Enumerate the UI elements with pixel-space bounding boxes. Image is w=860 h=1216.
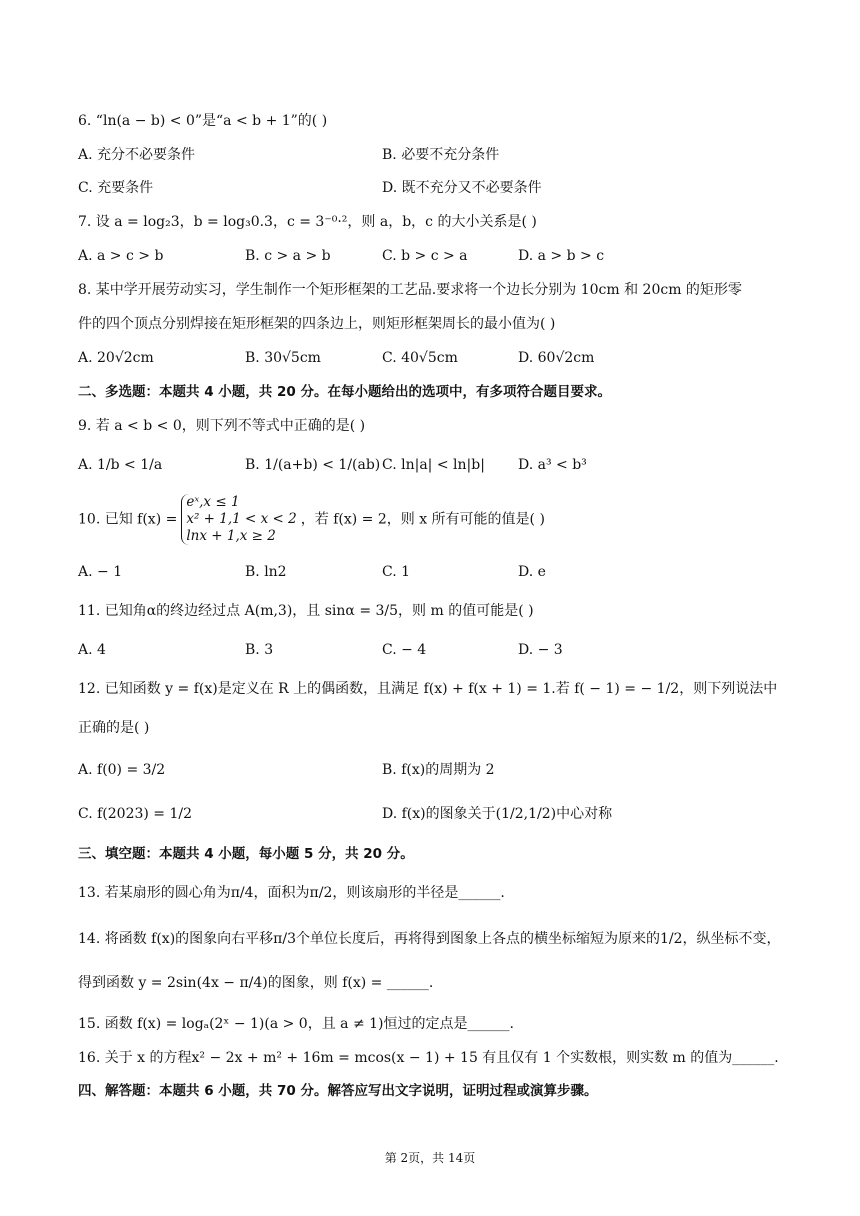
q6-option-b: B. 必要不充分条件 [382, 147, 500, 163]
q10-option-c: C. 1 [382, 564, 411, 580]
q11-option-a: A. 4 [78, 642, 106, 658]
q12-stem-line1: 12. 已知函数 y = f(x)是定义在 R 上的偶函数，且满足 f(x) + f(x + 1) = 1.若 f( − 1) = − 1/2，则下列说法中 [78, 681, 778, 697]
q6-option-a: A. 充分不必要条件 [78, 147, 196, 163]
piecewise-case-1: eˣ,x ≤ 1 [186, 494, 240, 510]
q11-option-d: D. − 3 [518, 642, 563, 658]
q7-stem: 7. 设 a = log₂3，b = log₃0.3，c = 3⁻⁰·²，则 a，b，c 的大小关系是( ) [78, 214, 537, 230]
q9-stem: 9. 若 a < b < 0，则下列不等式中正确的是( ) [78, 418, 366, 434]
q8-option-b: B. 30√5cm [245, 350, 321, 366]
q12-option-c: C. f(2023) = 1/2 [78, 806, 193, 822]
q9-option-a: A. 1/b < 1/a [78, 457, 163, 473]
q10-stem [78, 494, 545, 545]
q8-option-a: A. 20√2cm [78, 350, 154, 366]
q9-option-d: D. a³ < b³ [518, 457, 587, 473]
q10-option-a: A. − 1 [78, 564, 123, 580]
q12-stem-line2: 正确的是( ) [78, 720, 150, 736]
q10-stem-suffix: ，若 f(x) = 2，则 x 所有可能的值是( ) [300, 511, 545, 528]
q14-stem-line2: 得到函数 y = 2sin(4x − π/4)的图象，则 f(x) = ______. [78, 975, 434, 991]
q11-option-c: C. − 4 [382, 642, 427, 658]
q15-stem: 15. 函数 f(x) = logₐ(2ˣ − 1)(a > 0，且 a ≠ 1)恒过的定点是______. [78, 1016, 514, 1032]
q12-option-d: D. f(x)的图象关于(1/2,1/2)中心对称 [382, 806, 613, 822]
q6-option-c: C. 充要条件 [78, 180, 154, 196]
q16-stem: 16. 关于 x 的方程x² − 2x + m² + 16m = mcos(x − 1) + 15 有且仅有 1 个实数根，则实数 m 的值为______. [78, 1050, 779, 1066]
q7-option-a: A. a > c > b [78, 248, 164, 264]
q10-option-d: D. e [518, 564, 546, 580]
q7-option-d: D. a > b > c [518, 248, 605, 264]
piecewise-definition [181, 494, 296, 545]
q10-stem-prefix: 10. 已知 f(x) = [78, 511, 178, 528]
q8-stem-line2: 件的四个顶点分别焊接在矩形框架的四条边上，则矩形框架周长的最小值为( ) [78, 316, 556, 332]
q9-option-c: C. ln|a| < ln|b| [382, 457, 485, 473]
q7-option-b: B. c > a > b [245, 248, 331, 264]
q11-stem: 11. 已知角α的终边经过点 A(m,3)，且 sinα = 3/5，则 m 的值可能是( ) [78, 603, 534, 619]
q11-option-b: B. 3 [245, 642, 274, 658]
page-footer: 第 2页，共 14页 [384, 1151, 476, 1165]
section-2-heading: 二、多选题：本题共 4 小题，共 20 分。在每小题给出的选项中，有多项符合题目要求。 [78, 384, 611, 400]
piecewise-case-2: x² + 1,1 < x < 2 [186, 511, 297, 527]
q13-stem: 13. 若某扇形的圆心角为π/4，面积为π/2，则该扇形的半径是______. [78, 885, 505, 901]
q8-stem-line1: 8. 某中学开展劳动实习，学生制作一个矩形框架的工艺品.要求将一个边长分别为 10cm 和 20cm 的矩形零 [78, 282, 742, 298]
q10-option-b: B. ln2 [245, 564, 287, 580]
q8-option-d: D. 60√2cm [518, 350, 595, 366]
section-4-heading: 四、解答题：本题共 6 小题，共 70 分。解答应写出文字说明，证明过程或演算步骤。 [78, 1083, 598, 1099]
q8-option-c: C. 40√5cm [382, 350, 458, 366]
q6-stem: 6. “ln(a − b) < 0”是“a < b + 1”的( ) [78, 113, 328, 129]
piecewise-case-3: lnx + 1,x ≥ 2 [186, 528, 276, 544]
q7-option-c: C. b > c > a [382, 248, 468, 264]
q9-option-b: B. 1/(a+b) < 1/(ab) [245, 457, 381, 473]
q12-option-a: A. f(0) = 3/2 [78, 762, 166, 778]
q6-option-d: D. 既不充分又不必要条件 [382, 180, 542, 196]
q14-stem-line1: 14. 将函数 f(x)的图象向右平移π/3个单位长度后，再将得到图象上各点的横坐标缩短为原来的1/2，纵坐标不变， [78, 931, 781, 947]
q12-option-b: B. f(x)的周期为 2 [382, 762, 495, 778]
section-3-heading: 三、填空题：本题共 4 小题，每小题 5 分，共 20 分。 [78, 846, 414, 862]
